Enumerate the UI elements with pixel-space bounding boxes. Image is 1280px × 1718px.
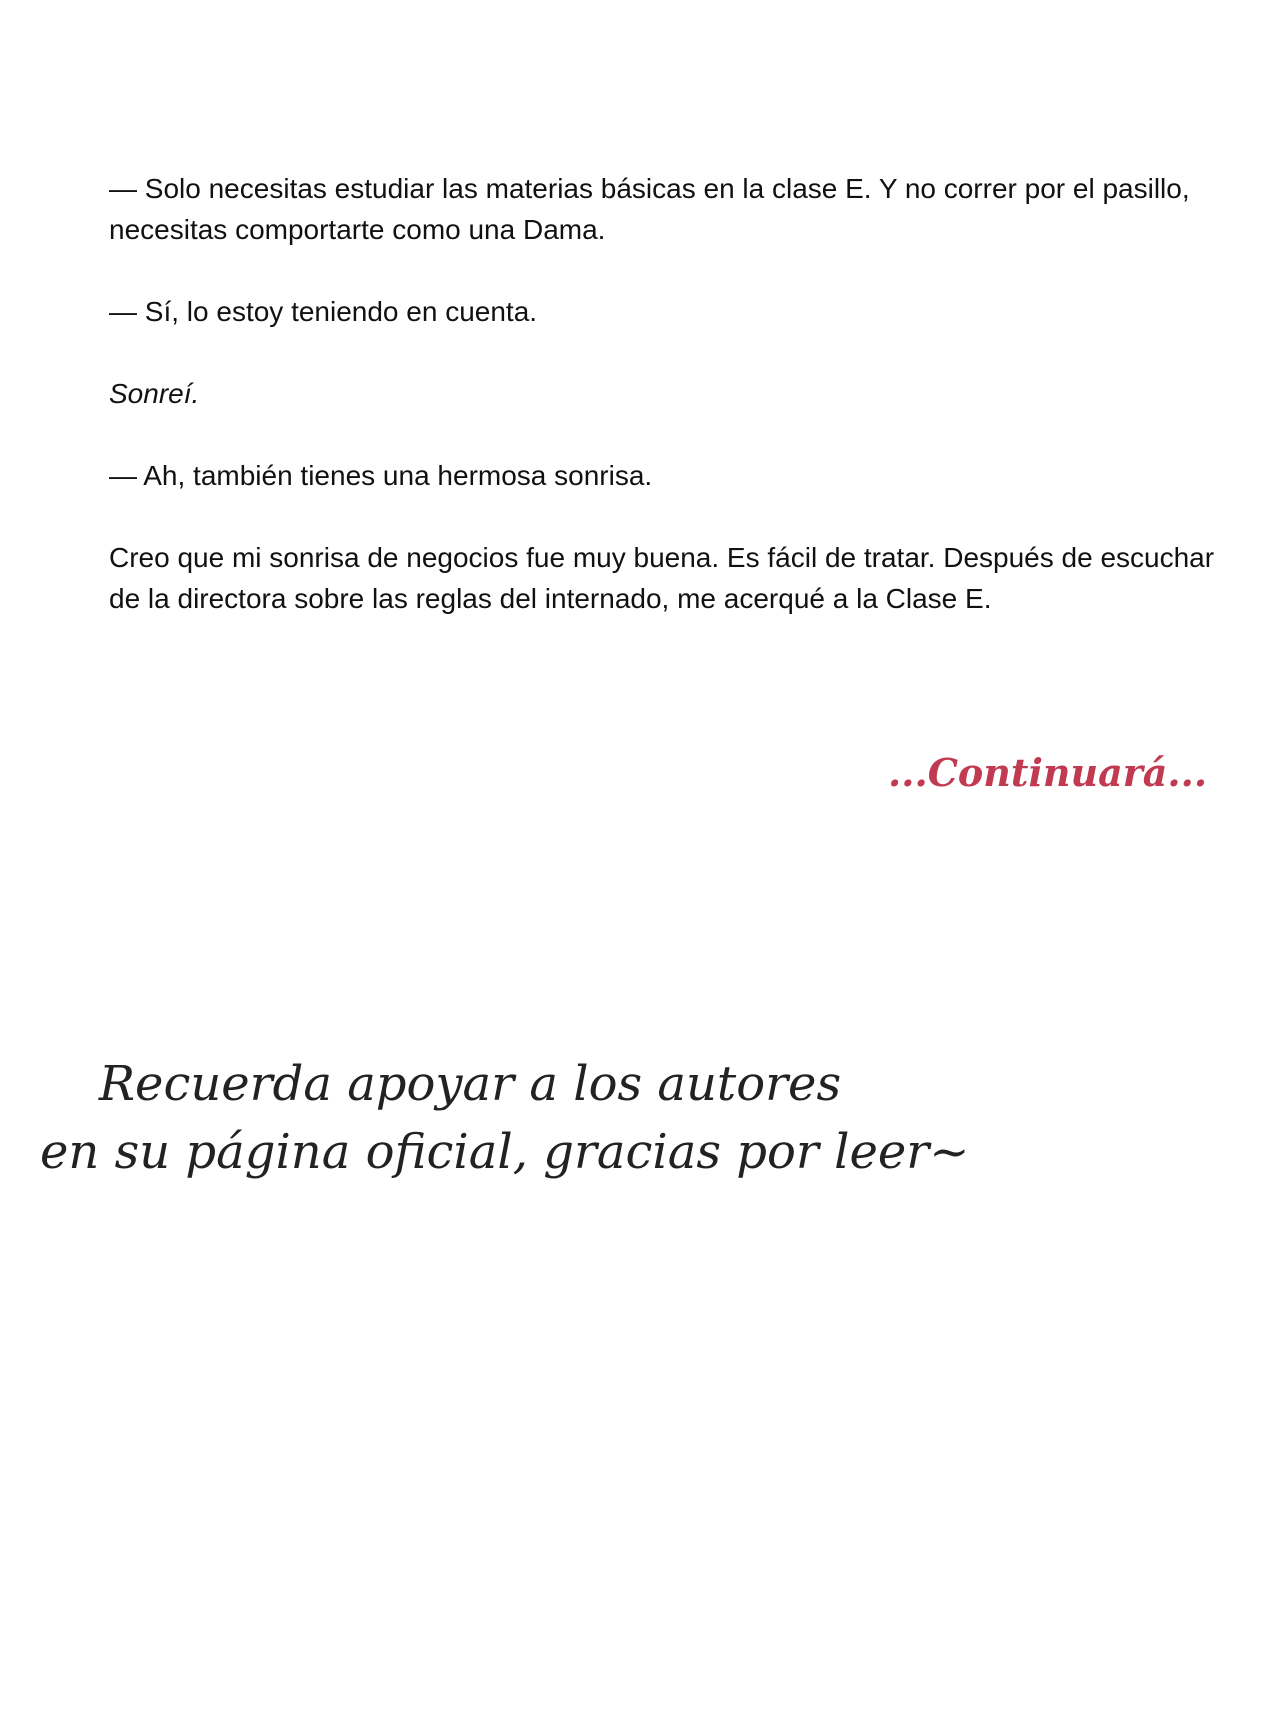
narration-paragraph: Sonreí. [109,378,200,409]
closing-message-line: Recuerda apoyar a los autores [98,1056,842,1112]
closing-message [40,1050,970,1186]
continuation-label: ...Continuará... [888,750,1208,795]
narration-paragraph: Creo que mi sonrisa de negocios fue muy buena. Es fácil de tratar. Después de escuchar de la directora sobre las reglas del internado, me acerqué a la Clase E. [109,542,1215,614]
story-text [109,168,1229,660]
closing-message-line: en su página oficial, gracias por leer~ [40,1124,970,1180]
dialogue-paragraph: — Solo necesitas estudiar las materias básicas en la clase E. Y no correr por el pasillo, necesitas comportarte como una Dama. [109,173,1190,245]
dialogue-paragraph: — Sí, lo estoy teniendo en cuenta. [109,296,538,327]
dialogue-paragraph: — Ah, también tienes una hermosa sonrisa. [109,460,653,491]
